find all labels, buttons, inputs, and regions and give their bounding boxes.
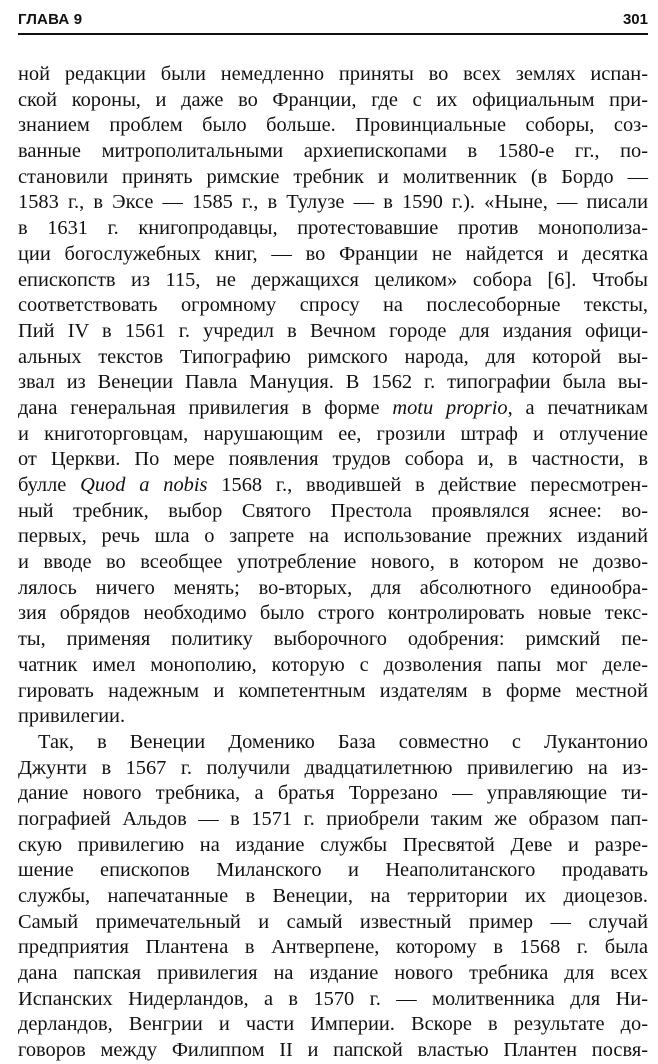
- text-line: [18, 679, 648, 705]
- line-text: первых, речь шла о запрете на использование прежних изданий: [18, 525, 648, 548]
- text-line: [18, 88, 648, 114]
- text-line: [18, 858, 648, 884]
- text-line: [18, 627, 648, 653]
- line-text: и книготорговцам, нарушающим ее, грозили штраф и отлучение: [18, 422, 648, 445]
- text-line: [18, 113, 648, 139]
- text-line: [18, 704, 648, 730]
- running-header: [18, 11, 648, 35]
- text-line: [18, 396, 648, 422]
- line-text: Так, в Венеции Доменико База совместно с Лукантонио: [38, 730, 648, 753]
- line-text: соответствовать огромному спросу на послесоборные тексты,: [18, 294, 648, 317]
- line-text: Самый примечательный и самый известный пример — случай: [18, 910, 648, 933]
- body-text: [18, 62, 648, 1064]
- line-text: гировать надежным и компетентным издателям в форме местной: [18, 679, 648, 702]
- line-text: предприятия Плантена в Антверпене, которому в 1568 г. была: [18, 936, 648, 959]
- text-line: [18, 730, 648, 756]
- text-line: [18, 422, 648, 448]
- text-line: [18, 473, 648, 499]
- text-line: [18, 62, 648, 88]
- text-line: [18, 807, 648, 833]
- line-text: ции богослужебных книг, — во Франции не найдется и десятка: [18, 242, 648, 265]
- text-line: [18, 447, 648, 473]
- line-text: дание нового требника, а братья Торрезано — управляющие ти-: [18, 782, 648, 805]
- line-text: епископств из 115, не держащихся целиком» собора [6]. Чтобы: [18, 268, 648, 291]
- line-text: Пий IV в 1561 г. учредил в Вечном городе для издания офици-: [18, 319, 648, 342]
- text-line: [18, 319, 648, 345]
- text-line: [18, 216, 648, 242]
- text-line: [18, 935, 648, 961]
- line-text: шение епископов Миланского и Неаполитанского продавать: [18, 859, 648, 882]
- line-text: пографией Альдов — в 1571 г. приобрели таким же образом пап-: [18, 807, 648, 830]
- line-text: Джунти в 1567 г. получили двадцатилетнюю привилегию на из-: [18, 756, 648, 779]
- line-text: дана папская привилегия на издание нового требника для всех: [18, 962, 648, 985]
- line-text: говоров между Филиппом II и папской властью Плантен посвя-: [18, 1039, 648, 1062]
- text-line: [18, 781, 648, 807]
- line-text: ный требник, выбор Святого Престола проявлялся яснее: во-: [18, 499, 648, 522]
- line-text: зия обрядов необходимо было строго контролировать новые текс-: [18, 602, 648, 625]
- text-line: [18, 576, 648, 602]
- line-text-continued: , а печатникам: [507, 396, 648, 419]
- text-line: [18, 524, 648, 550]
- page-number: 301: [622, 11, 648, 28]
- line-text: Испанских Нидерландов, а в 1570 г. — молитвенника для Ни-: [18, 987, 648, 1010]
- line-text: звал из Венеции Павла Мануция. В 1562 г. типографии была вы-: [18, 371, 648, 394]
- line-text: дерландов, Венгрии и части Империи. Вскоре в результате до-: [18, 1013, 648, 1036]
- text-line: [18, 165, 648, 191]
- line-text: булле: [18, 474, 67, 496]
- text-line: [18, 550, 648, 576]
- line-text: привилегии.: [18, 705, 126, 728]
- line-text: ной редакции были немедленно приняты во всех землях испан-: [18, 63, 648, 85]
- text-line: [18, 242, 648, 268]
- line-text: скую привилегию на издание службы Пресвятой Деве и разре-: [18, 833, 648, 856]
- line-text: 1583 г., в Эксе — 1585 г., в Тулузе — в 1590 г.). «Ныне, — писали: [18, 191, 648, 214]
- italic-term: Quod a nobis: [80, 474, 208, 496]
- chapter-title: ГЛАВА 9: [18, 11, 83, 28]
- line-text: знанием проблем было больше. Провинциальные соборы, соз-: [18, 114, 648, 137]
- text-line: [18, 987, 648, 1013]
- line-text: и вводе во всеобщее употребление нового, в котором не дозво-: [18, 551, 648, 574]
- text-line: [18, 1012, 648, 1038]
- line-text: ской короны, и даже во Франции, где с их официальным при-: [18, 88, 648, 111]
- line-text: становили принять римские требник и молитвенник (в Бордо —: [18, 165, 648, 188]
- text-line: [18, 833, 648, 859]
- text-line: [18, 268, 648, 294]
- text-line: [18, 961, 648, 987]
- text-line: [18, 910, 648, 936]
- line-text: в 1631 г. книгопродавцы, протестовавшие против монополиза-: [18, 217, 648, 240]
- line-text: лялось ничего менять; во-вторых, для абсолютного единообра-: [18, 576, 648, 599]
- text-line: [18, 345, 648, 371]
- line-text: от Церкви. По мере появления трудов собора и, в частности, в: [18, 448, 648, 471]
- line-text: дана генеральная привилегия в форме: [18, 396, 380, 419]
- text-line: [18, 884, 648, 910]
- text-line: [18, 370, 648, 396]
- line-text: альных текстов Типографию римского народа, для которой вы-: [18, 345, 648, 368]
- line-text: службы, напечатанные в Венеции, на территории их диоцезов.: [18, 885, 648, 907]
- text-line: [18, 1038, 648, 1064]
- text-line: [18, 190, 648, 216]
- text-line: [18, 139, 648, 165]
- text-line: [18, 653, 648, 679]
- line-text-continued: 1568 г., вводившей в действие пересмотрен-: [207, 474, 648, 496]
- text-line: [18, 756, 648, 782]
- text-line: [18, 293, 648, 319]
- text-line: [18, 499, 648, 525]
- italic-term: motu proprio: [392, 396, 508, 419]
- line-text: ты, применяя политику выборочного одобрения: римский пе-: [18, 628, 648, 651]
- line-text: ванные митрополитальными архиепископами в 1580-е гг., по-: [18, 140, 648, 163]
- line-text: чатник имел монополию, которую с дозволения папы мог деле-: [18, 653, 648, 676]
- text-line: [18, 601, 648, 627]
